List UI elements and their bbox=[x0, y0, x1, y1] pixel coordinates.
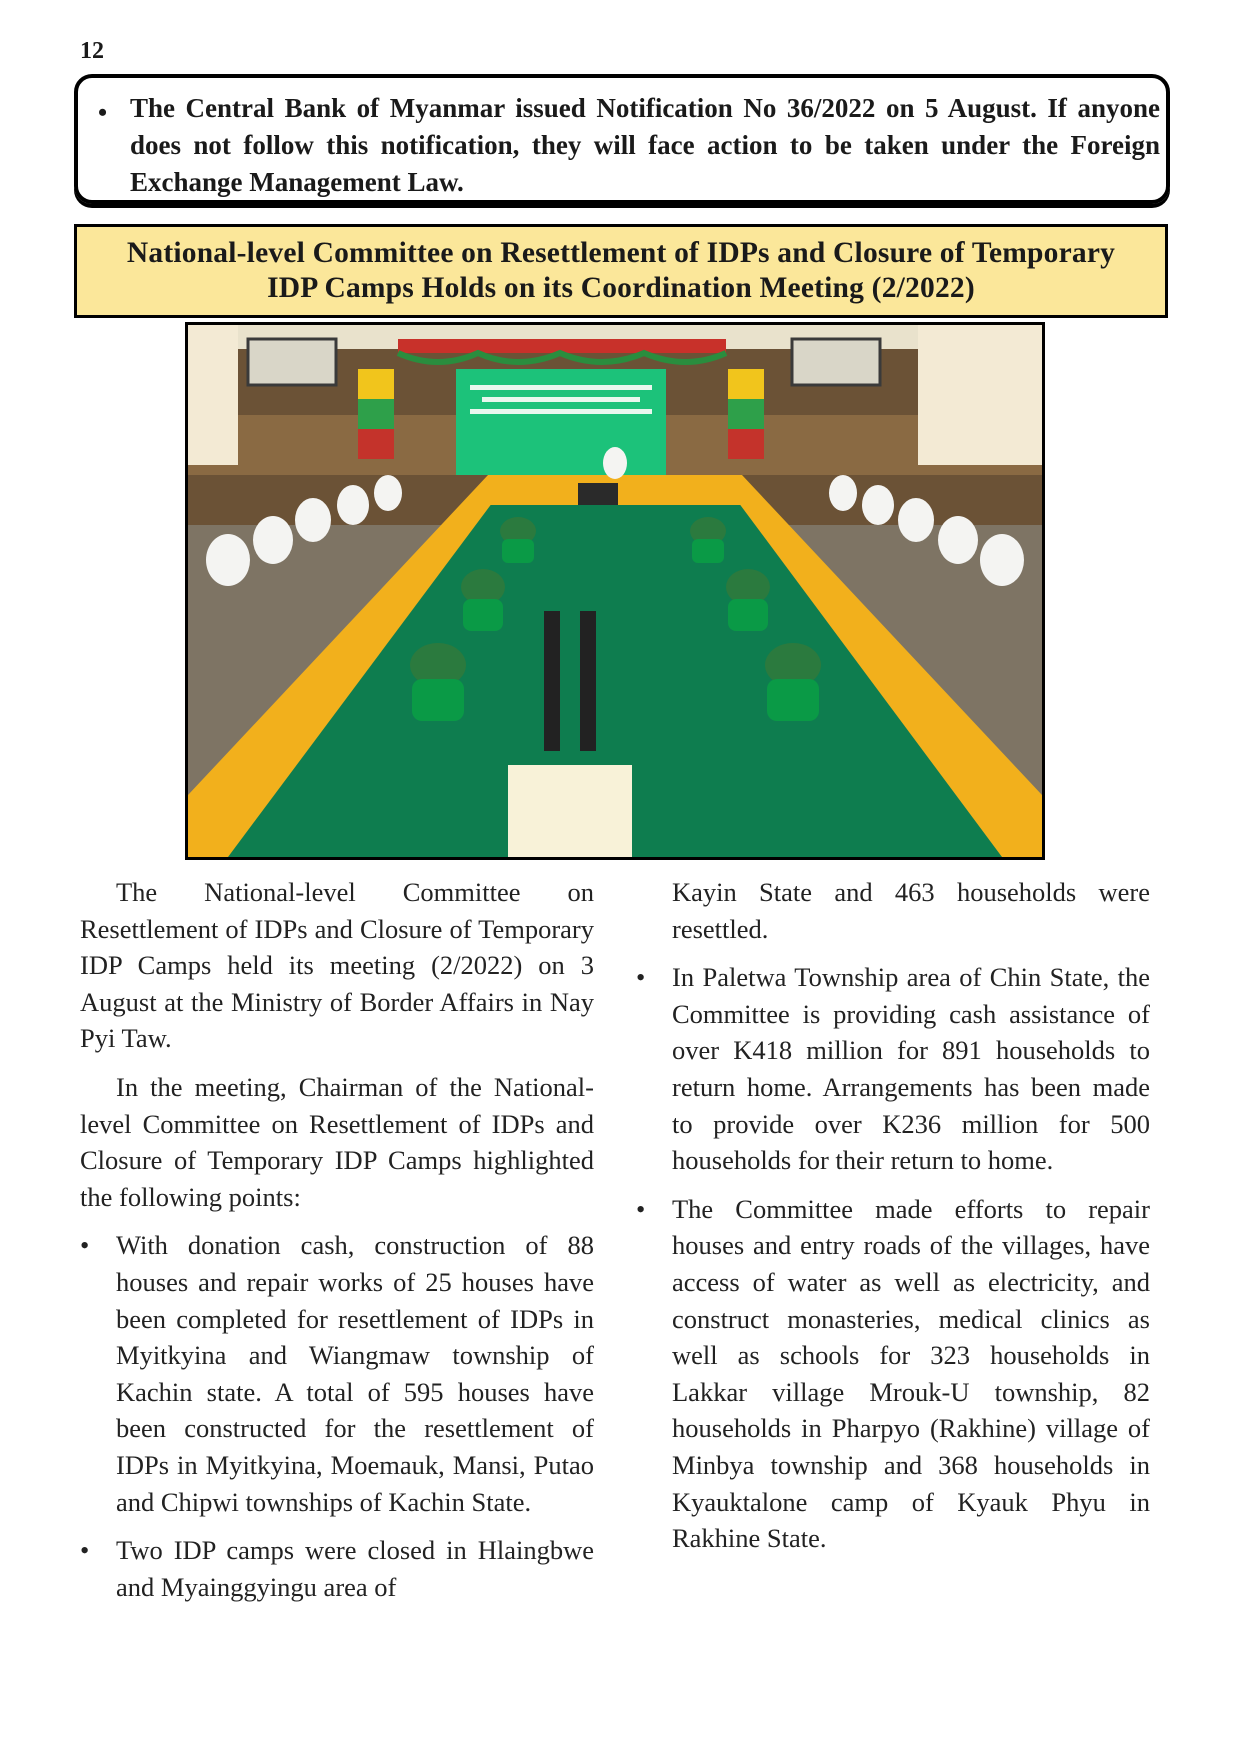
meeting-photo bbox=[185, 322, 1045, 860]
notice-text: The Central Bank of Myanmar issued Notification No 36/2022 on 5 August. If anyone does not follow this notification, they will face action to be taken under the Foreign Exchange Management Law. bbox=[130, 93, 1160, 197]
article-title-line-2: IDP Camps Holds on its Coordination Meeting (2/2022) bbox=[267, 272, 975, 304]
article-title-line-1: National-level Committee on Resettlement of IDPs and Closure of Temporary bbox=[126, 237, 1116, 269]
bullet-text: The Committee made efforts to repair houses and entry roads of the villages, have access of water as well as electricity, and construct monasteries, medical clinics as well as schools for 323 households in Lakkar village Mrouk-U township, 82 households in Pharpyo (Rakhine) village of Minbya township and 368 households in Kyauktalone camp of Kyauk Phyu in Rakhine State. bbox=[672, 1193, 1150, 1554]
bullet-dot: • bbox=[80, 1535, 90, 1566]
bullet-dot: • bbox=[636, 1193, 646, 1224]
left-column bbox=[80, 874, 594, 1617]
bullet-continuation-kayin: Kayin State and 463 households were resettled. bbox=[672, 877, 1150, 944]
article-title bbox=[127, 236, 1115, 306]
bullet-rakhine-repairs bbox=[636, 1191, 1150, 1557]
bullet-paletwa-cash bbox=[636, 959, 1150, 1179]
bullet-text: With donation cash, construction of 88 houses and repair works of 25 houses have been completed for resettlement of IDPs in Myitkyina and Wiangmaw township of Kachin state. A total of 595 houses have been constructed for the resettlement of IDPs in Myitkyina, Moemauk, Mansi, Putao and Chipwi townships of Kachin State. bbox=[116, 1230, 594, 1517]
bullet-idp-camps-closed bbox=[80, 1532, 594, 1605]
bullet-dot: • bbox=[80, 1230, 90, 1261]
bullet-text: In Paletwa Township area of Chin State, the Committee is providing cash assistance of over K418 million for 891 households to return home. Arrangements has been made to provide over K236 million for 500 households for their return to home. bbox=[672, 962, 1150, 1176]
notice-box bbox=[74, 74, 1170, 204]
notice-bullet: • bbox=[98, 98, 108, 127]
bullet-kachin-houses bbox=[80, 1227, 594, 1520]
meeting-room-illustration bbox=[188, 325, 1042, 857]
bullet-dot: • bbox=[636, 962, 646, 993]
paragraph-chairman-points: In the meeting, Chairman of the National-level Committee on Resettlement of IDPs and Closure of Temporary IDP Camps highlighted the following points: bbox=[80, 1071, 594, 1212]
paragraph-meeting-summary: The National-level Committee on Resettlement of IDPs and Closure of Temporary IDP Camps held its meeting (2/2022) on 3 August at the Ministry of Border Affairs in Nay Pyi Taw. bbox=[80, 877, 594, 1054]
bullet-text: Two IDP camps were closed in Hlaingbwe and Myainggyingu area of bbox=[116, 1535, 594, 1602]
page-number: 12 bbox=[80, 38, 104, 64]
article-title-banner bbox=[74, 224, 1168, 318]
right-column bbox=[636, 874, 1150, 1569]
